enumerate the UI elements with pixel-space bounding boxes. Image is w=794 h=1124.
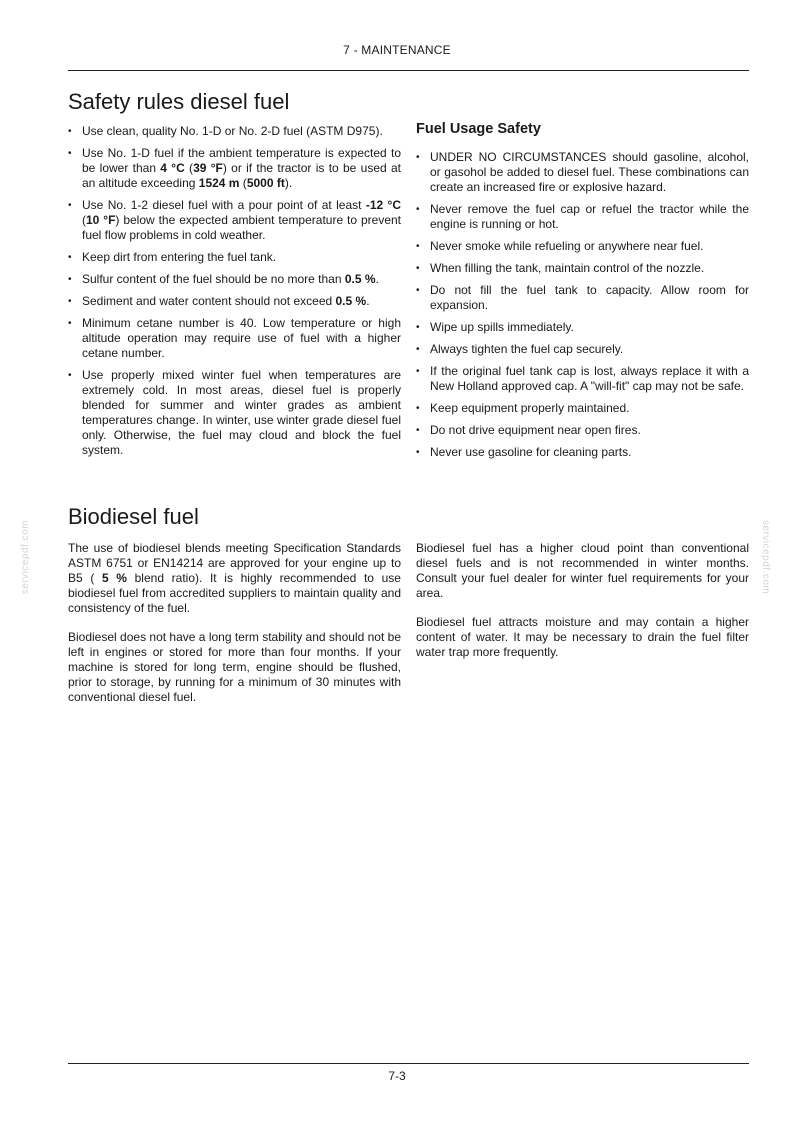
list-item: • Never use gasoline for cleaning parts. bbox=[416, 445, 749, 460]
paragraph: Biodiesel fuel attracts moisture and may contain a higher content of water. It may be necessary to drain the fuel filter water trap more frequently. bbox=[416, 615, 749, 659]
header-rule bbox=[68, 70, 749, 71]
fuel-usage-safety-list bbox=[416, 150, 749, 460]
list-item: • Sediment and water content should not exceed 0.5 %. bbox=[68, 294, 401, 309]
list-item: • Never smoke while refueling or anywhere near fuel. bbox=[416, 239, 749, 254]
diesel-rules-list bbox=[68, 124, 401, 458]
section-title-biodiesel: Biodiesel fuel bbox=[68, 504, 199, 529]
paragraph: Biodiesel fuel has a higher cloud point than conventional diesel fuels and is not recommended in winter months. Consult your fuel dealer for winter fuel requirements for your area. bbox=[416, 541, 749, 600]
paragraph: The use of biodiesel blends meeting Specification Standards ASTM 6751 or EN14214 are approved for your engine up to B5 ( 5 % blend ratio). It is highly recommended to use biodiesel fuel from accredited suppliers to maintain quality and consistency of the fuel. bbox=[68, 541, 401, 615]
list-item: • Use No. 1-D fuel if the ambient temperature is expected to be lower than 4 °C (39 °F) or if the tractor is to be used at an altitude exceeding 1524 m (5000 ft). bbox=[68, 146, 401, 191]
paragraph: Biodiesel does not have a long term stability and should not be left in engines or stored for more than four months. If your machine is stored for long term, engine should be flushed, prior to storage, by running for a minimum of 30 minutes with conventional diesel fuel. bbox=[68, 630, 401, 704]
watermark-left: servicepdf.com bbox=[20, 520, 31, 595]
list-item: • Do not drive equipment near open fires. bbox=[416, 423, 749, 438]
safety-right-column bbox=[416, 122, 749, 467]
list-item: • Wipe up spills immediately. bbox=[416, 320, 749, 335]
section-title-safety: Safety rules diesel fuel bbox=[68, 89, 290, 114]
biodiesel-right-column bbox=[416, 541, 749, 674]
fuel-usage-safety-heading: Fuel Usage Safety bbox=[416, 121, 541, 137]
watermark-right: servicepdf.com bbox=[760, 520, 771, 595]
page-number: 7-3 bbox=[388, 1069, 406, 1083]
list-item: • Use clean, quality No. 1-D or No. 2-D fuel (ASTM D975). bbox=[68, 124, 401, 139]
list-item: • Always tighten the fuel cap securely. bbox=[416, 342, 749, 357]
list-item: • Use No. 1-2 diesel fuel with a pour point of at least -12 °C (10 °F) below the expected ambient temperature to prevent fuel flow problems in cold weather. bbox=[68, 198, 401, 243]
footer-rule bbox=[68, 1063, 749, 1064]
list-item: • If the original fuel tank cap is lost, always replace it with a New Holland approved cap. A "will-fit" cap may not be safe. bbox=[416, 364, 749, 394]
running-header: 7 - MAINTENANCE bbox=[343, 43, 451, 57]
list-item: • Use properly mixed winter fuel when temperatures are extremely cold. In most areas, diesel fuel is properly blended for summer and winter grades as ambient temperatures change. In winter, use winter grade diesel fuel only. Otherwise, the fuel may cloud and block the fuel system. bbox=[68, 368, 401, 458]
list-item: • Keep dirt from entering the fuel tank. bbox=[68, 250, 401, 265]
list-item: • Do not fill the fuel tank to capacity. Allow room for expansion. bbox=[416, 283, 749, 313]
list-item: • UNDER NO CIRCUMSTANCES should gasoline, alcohol, or gasohol be added to diesel fuel. These combinations can create an increased fire or explosive hazard. bbox=[416, 150, 749, 195]
list-item: • Keep equipment properly maintained. bbox=[416, 401, 749, 416]
list-item: • When filling the tank, maintain control of the nozzle. bbox=[416, 261, 749, 276]
list-item: • Never remove the fuel cap or refuel the tractor while the engine is running or hot. bbox=[416, 202, 749, 232]
list-item: • Sulfur content of the fuel should be no more than 0.5 %. bbox=[68, 272, 401, 287]
biodiesel-left-column bbox=[68, 541, 401, 719]
safety-left-column bbox=[68, 124, 401, 465]
list-item: • Minimum cetane number is 40. Low temperature or high altitude operation may require use of fuel with a higher cetane number. bbox=[68, 316, 401, 361]
